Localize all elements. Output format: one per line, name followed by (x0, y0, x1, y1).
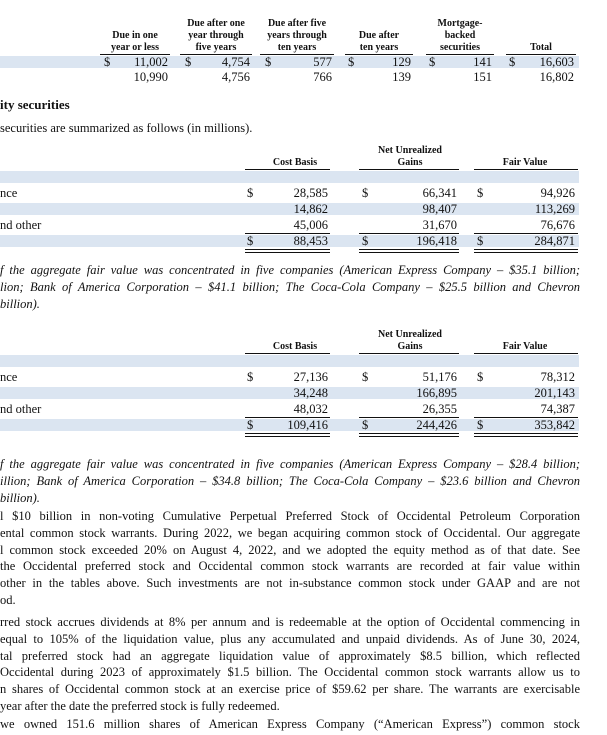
paragraph-occidental-investment: l $10 billion in non-voting Cumulative Perpetual Preferred Stock of Occidental Petroleum Corporation ental common stock warrants. During 2022, we began acquiring common stock of Occidental. Our aggregate l common stock exceeded 20% on August 4, 2022, and we adopted the equity method as of that date. See the Occidental preferred stock and Occidental common stock warrants are recorded at fair value within other in the tables above. Such investments are not in-substance common stock under GAAP and are not od. (0, 509, 580, 607)
table-cell: 88,453 (293, 234, 328, 248)
currency-symbol: $ (509, 55, 516, 69)
currency-symbol: $ (477, 418, 484, 432)
table-cell: 353,842 (534, 418, 575, 432)
footnote-1: f the aggregate fair value was concentrated in five companies (American Express Company – $35.1 billion; lion; Bank of America Corporation – $41.1 billion; The Coca-Cola Company – $25.5 billion and Chevron billion). (0, 263, 580, 311)
header-fair-value: Fair Value (502, 341, 548, 352)
maturity-header-one-to-five: Due after one year through five years (187, 18, 245, 53)
table-cell: 34,248 (293, 386, 328, 400)
table-cell: 76,676 (540, 218, 575, 232)
table-cell: 10,990 (133, 70, 168, 84)
currency-symbol: $ (104, 55, 111, 69)
currency-symbol: $ (247, 418, 254, 432)
table-cell: 139 (392, 70, 411, 84)
table-cell: 244,426 (416, 418, 457, 432)
footnote-2: f the aggregate fair value was concentrated in five companies (American Express Company – $28.4 billion; illion; Bank of America Corporation – $34.8 billion; The Coca-Cola Company – $23.6 billion and Chevron billion). (0, 457, 580, 505)
table-cell: 141 (473, 55, 492, 69)
currency-symbol: $ (362, 234, 369, 248)
table-cell: 98,407 (422, 202, 457, 216)
row-label: nd other (0, 218, 42, 232)
currency-symbol: $ (477, 370, 484, 384)
currency-symbol: $ (348, 55, 355, 69)
header-cost-basis: Cost Basis (272, 157, 318, 168)
currency-symbol: $ (477, 186, 484, 200)
maturity-header-after-ten: Due after ten years (358, 30, 400, 53)
table-cell: 78,312 (540, 370, 575, 384)
header-net-unrealized-gains: Net Unrealized Gains (378, 145, 442, 168)
table-cell: 48,032 (293, 402, 328, 416)
table-cell: 196,418 (416, 234, 457, 248)
maturity-header-five-to-ten: Due after five years through ten years (267, 18, 327, 53)
table-cell: 284,871 (534, 234, 575, 248)
table-cell: 31,670 (422, 218, 457, 232)
section-intro: securities are summarized as follows (in millions). (0, 121, 253, 135)
table-cell: 11,002 (134, 55, 168, 69)
table-cell: 113,269 (534, 202, 575, 216)
currency-symbol: $ (429, 55, 436, 69)
table-cell: 94,926 (540, 186, 575, 200)
table-cell: 129 (392, 55, 411, 69)
table-cell: 28,585 (293, 186, 328, 200)
header-net-unrealized-gains: Net Unrealized Gains (378, 329, 442, 352)
header-cost-basis: Cost Basis (272, 341, 318, 352)
currency-symbol: $ (185, 55, 192, 69)
currency-symbol: $ (247, 370, 254, 384)
currency-symbol: $ (362, 418, 369, 432)
row-label: nce (0, 186, 18, 200)
section-heading: ity securities (0, 97, 70, 112)
table-cell: 14,862 (293, 202, 328, 216)
header-fair-value: Fair Value (502, 157, 548, 168)
table-cell: 45,006 (293, 218, 328, 232)
table-cell: 766 (313, 70, 332, 84)
currency-symbol: $ (247, 186, 254, 200)
maturity-header-due-one-year: Due in one year or less (111, 30, 159, 53)
table-cell: 26,355 (422, 402, 457, 416)
table-cell: 577 (313, 55, 332, 69)
row-label: nce (0, 370, 18, 384)
table-cell: 166,895 (416, 386, 457, 400)
table-cell: 151 (473, 70, 492, 84)
table-cell: 27,136 (293, 370, 328, 384)
row-label: nd other (0, 402, 42, 416)
table-cell: 51,176 (422, 370, 457, 384)
currency-symbol: $ (265, 55, 272, 69)
table-cell: 74,387 (540, 402, 575, 416)
table-cell: 16,802 (539, 70, 574, 84)
paragraph-preferred-stock: rred stock accrues dividends at 8% per annum and is redeemable at the option of Occidental commencing in equal to 105% of the liquidation value, plus any accumulated and unpaid dividends. As of June 30, 2024, tal preferred stock had an aggregate liquidation value of approximately $8.5 billion, which reflected Occidental during 2023 of approximately $1.5 billion. The Occidental common stock warrants allow us to n shares of Occidental common stock at an exercise price of $59.62 per share. The warrants are exercisable year after the date the preferred stock is fully redeemed. (0, 615, 580, 713)
currency-symbol: $ (362, 186, 369, 200)
table-cell: 16,603 (539, 55, 574, 69)
table-cell: 109,416 (287, 418, 328, 432)
currency-symbol: $ (362, 370, 369, 384)
table-cell: 66,341 (422, 186, 457, 200)
currency-symbol: $ (477, 234, 484, 248)
currency-symbol: $ (247, 234, 254, 248)
table-cell: 4,754 (221, 55, 250, 69)
maturity-header-total: Total (530, 42, 552, 53)
paragraph-american-express: we owned 151.6 million shares of American Express Company (“American Express”) common stock (0, 717, 580, 731)
table-cell: 4,756 (221, 70, 250, 84)
table-cell: 201,143 (534, 386, 575, 400)
maturity-header-mortgage: Mortgage- backed securities (437, 18, 483, 53)
